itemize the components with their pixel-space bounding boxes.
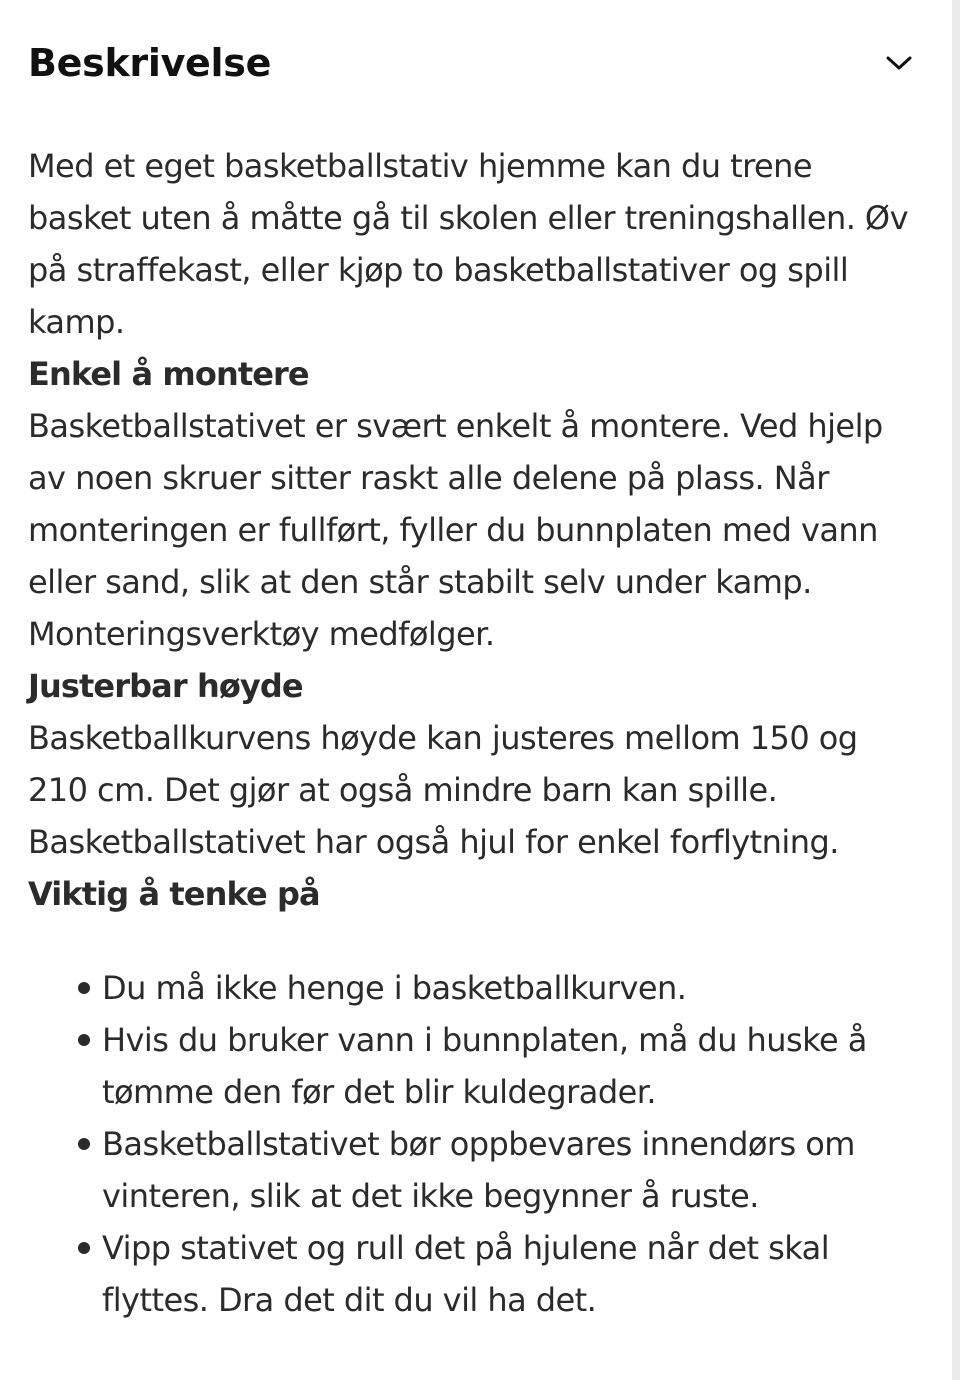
bullet-icon	[78, 1242, 90, 1254]
important-list	[28, 962, 918, 1326]
description-body	[28, 140, 918, 1326]
list-item	[102, 962, 918, 1014]
list-item-text: Hvis du bruker vann i bunnplaten, må du huske å tømme den før det blir kuldegrader.	[102, 1021, 867, 1111]
list-item-text: Vipp stativet og rull det på hjulene når det skal flyttes. Dra det dit du vil ha det.	[102, 1229, 830, 1319]
list-item	[102, 1014, 918, 1118]
bullet-icon	[78, 1034, 90, 1046]
paragraph-enkel-a-montere: Basketballstativet er svært enkelt å montere. Ved hjelp av noen skruer sitter raskt alle delene på plass. Når monteringen er fullført, fyller du bunnplaten med vann eller sand, slik at den står stabilt selv under kamp. Monteringsverktøy medfølger.	[28, 407, 883, 653]
heading-justerbar-hoyde: Justerbar høyde	[28, 667, 303, 705]
list-item-text: Basketballstativet bør oppbevares innendørs om vinteren, slik at det ikke begynner å ruste.	[102, 1125, 855, 1215]
list-item	[102, 1118, 918, 1222]
scroll-edge	[952, 0, 960, 1380]
bullet-icon	[78, 982, 90, 994]
section-title: Beskrivelse	[28, 41, 272, 85]
heading-enkel-a-montere: Enkel å montere	[28, 355, 309, 393]
intro-paragraph: Med et eget basketballstativ hjemme kan du trene basket uten å måtte gå til skolen eller treningshallen. Øv på straffekast, eller kjøp to basketballstativer og spill kamp.	[28, 147, 908, 341]
list-item-text: Du må ikke henge i basketballkurven.	[102, 969, 687, 1007]
bullet-icon	[78, 1138, 90, 1150]
description-accordion-header[interactable]	[28, 30, 920, 96]
chevron-down-icon[interactable]	[884, 48, 914, 78]
heading-viktig-a-tenke-pa: Viktig å tenke på	[28, 875, 320, 913]
list-item	[102, 1222, 918, 1326]
paragraph-justerbar-hoyde: Basketballkurvens høyde kan justeres mellom 150 og 210 cm. Det gjør at også mindre barn kan spille. Basketballstativet har også hjul for enkel forflytning.	[28, 719, 858, 861]
